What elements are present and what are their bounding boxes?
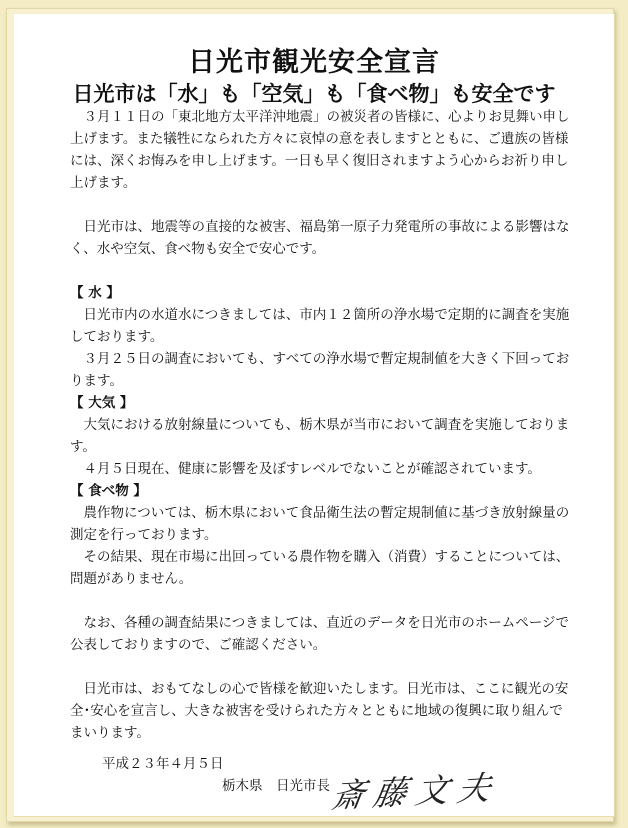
- document-sheet: [14, 14, 615, 817]
- signer-title: 栃木県 日光市長: [222, 778, 330, 794]
- document-title: 日光市観光安全宣言: [188, 47, 440, 78]
- heading-food: 【 食べ物 】: [70, 483, 147, 499]
- paragraph-safety-statement: 日光市は、地震等の直接的な被害、福島第一原子力発電所の事故による影響はなく、水や空気、食べ物も安全で安心です。: [70, 219, 570, 257]
- paragraph-condolence: ３月１１日の「東北地方太平洋沖地震」の被災者の皆様に、心よりお見舞い申し上げます。また犠牲になられた方々に哀悼の意を表しますとともに、ご遺族の皆様には、深くお悔みを申し上げます。一日も早く復旧されますよう心からお祈り申し上げます。: [70, 109, 570, 191]
- paragraph-water-2: ３月２５日の調査においても、すべての浄水場で暫定規制値を大きく下回っております。: [70, 351, 570, 389]
- paragraph-food-2: その結果、現在市場に出回っている農作物を購入（消費）することについては、問題がありません。: [70, 549, 570, 587]
- paragraph-data-notice: なお、各種の調査結果につきましては、直近のデータを日光市のホームページで公表しておりますので、ご確認ください。: [70, 615, 569, 653]
- heading-water: 【 水 】: [70, 285, 120, 301]
- document-subtitle: 日光市は「水」も「空気」も「食べ物」も安全です: [72, 82, 556, 106]
- paragraph-air-2: ４月５日現在、健康に影響を及ぼすレベルでないことが確認されています。: [83, 461, 541, 477]
- paragraph-water-1: 日光市内の水道水につきましては、市内１２箇所の浄水場で定期的に調査を実施しております。: [70, 307, 570, 345]
- document-date: 平成２３年４月５日: [102, 756, 224, 772]
- signature-handwritten: 斎藤文夫: [328, 767, 503, 816]
- paragraph-air-1: 大気における放射線量についても、栃木県が当市において調査を実施しております。: [70, 417, 570, 455]
- heading-air: 【 大気 】: [70, 395, 134, 411]
- paragraph-closing: 日光市は、おもてなしの心で皆様を歓迎いたします。日光市は、ここに観光の安全･安心を宣言し、大きな被害を受けられた方々とともに地域の復興に取り組んでまいります。: [70, 681, 569, 741]
- paragraph-food-1: 農作物については、栃木県において食品衛生法の暫定規制値に基づき放射線量の測定を行っております。: [70, 505, 570, 543]
